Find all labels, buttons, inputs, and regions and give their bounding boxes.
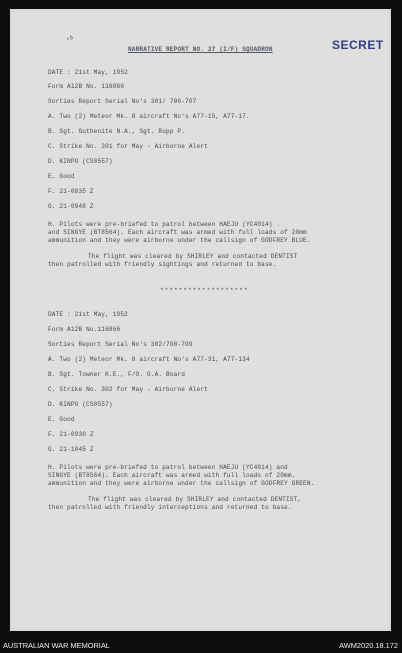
r2-date: DATE : 21st May, 1952: [48, 311, 128, 318]
r1-item-b: B. Sgt. Guthenite N.A., Sgt. Rupp P.: [48, 128, 186, 135]
r2-item-h-line3: ammunition and they were airborne under the callsign of GODFREY GREEN.: [48, 480, 315, 487]
r2-item-h-line1: H. Pilots were pre-briefed to patrol between HAEJU (YC4014) and: [48, 464, 288, 471]
r2-item-a: A. Two (2) Meteor Mk. 8 aircraft No's A77-31, A77-134: [48, 356, 250, 363]
document-page: [10, 9, 391, 631]
report-heading: NARRATIVE REPORT NO. 27 (I/F) SQUADRON: [128, 46, 273, 53]
r1-item-d: D. KINPO (CS0557): [48, 158, 113, 165]
r1-sorties: Sorties Report Serial No's 301/ 706-707: [48, 98, 197, 105]
r2-item-g: G. 21-1045 Z: [48, 446, 94, 453]
r2-summary-line2: then patrolled with friendly interceptions and returned to base.: [48, 504, 292, 511]
r2-item-h-line2: SINGYE (BT8564). Each aircraft was armed with full loads of 20mm.: [48, 472, 296, 479]
section-divider: *******************: [160, 287, 249, 294]
punch-mark: ∘٥: [65, 34, 75, 43]
archive-reference: AWM2020.18.172: [339, 641, 398, 650]
r2-item-c: C. Strike No. 302 for May - Airborne Alert: [48, 386, 208, 393]
r1-item-c: C. Strike No. 301 for May - Airborne Alert: [48, 143, 208, 150]
r1-item-f: F. 21-0835 Z: [48, 188, 94, 195]
archive-name: AUSTRALIAN WAR MEMORIAL: [3, 641, 110, 650]
r1-item-h-line3: ammunition and they were airborne under the callsign of GODFREY BLUE.: [48, 237, 311, 244]
r1-item-h-line1: H. Pilots were pre-briefed to patrol between HAEJU (YC4014) .: [48, 221, 281, 228]
r1-date: DATE : 21st May, 1952: [48, 69, 128, 76]
r2-summary-line1: The flight was cleared by SHIRLEY and contacted DENTIST,: [88, 496, 302, 503]
r1-item-h-line2: and SINGYE (BT8564). Each aircraft was armed with full loads of 20mm: [48, 229, 307, 236]
r2-item-f: F. 21-0930 Z: [48, 431, 94, 438]
r2-item-b: B. Sgt. Towner K.E., F/O. G.A. Board: [48, 371, 186, 378]
r1-form: Form A12B No. 116866: [48, 83, 125, 90]
archive-footer: [0, 641, 402, 653]
r2-form: Form A12B No.116866: [48, 326, 121, 333]
r1-item-g: G. 21-0948 Z: [48, 203, 94, 210]
r2-item-d: D. KINPO (CS0557): [48, 401, 113, 408]
r1-summary-line1: The flight was cleared by SHIRLEY and contacted DENTIST: [88, 253, 298, 260]
secret-stamp: SECRET: [332, 38, 384, 52]
r2-sorties: Sorties Report Serial No's 302/708-709: [48, 341, 193, 348]
r1-item-a: A. Two (2) Meteor Mk. 8 aircraft No's A77-15, A77-17.: [48, 113, 250, 120]
r1-item-e: E. Good: [48, 173, 75, 180]
r2-item-e: E. Good: [48, 416, 75, 423]
r1-summary-line2: then patrolled with friendly sightings and returned to base.: [48, 261, 277, 268]
